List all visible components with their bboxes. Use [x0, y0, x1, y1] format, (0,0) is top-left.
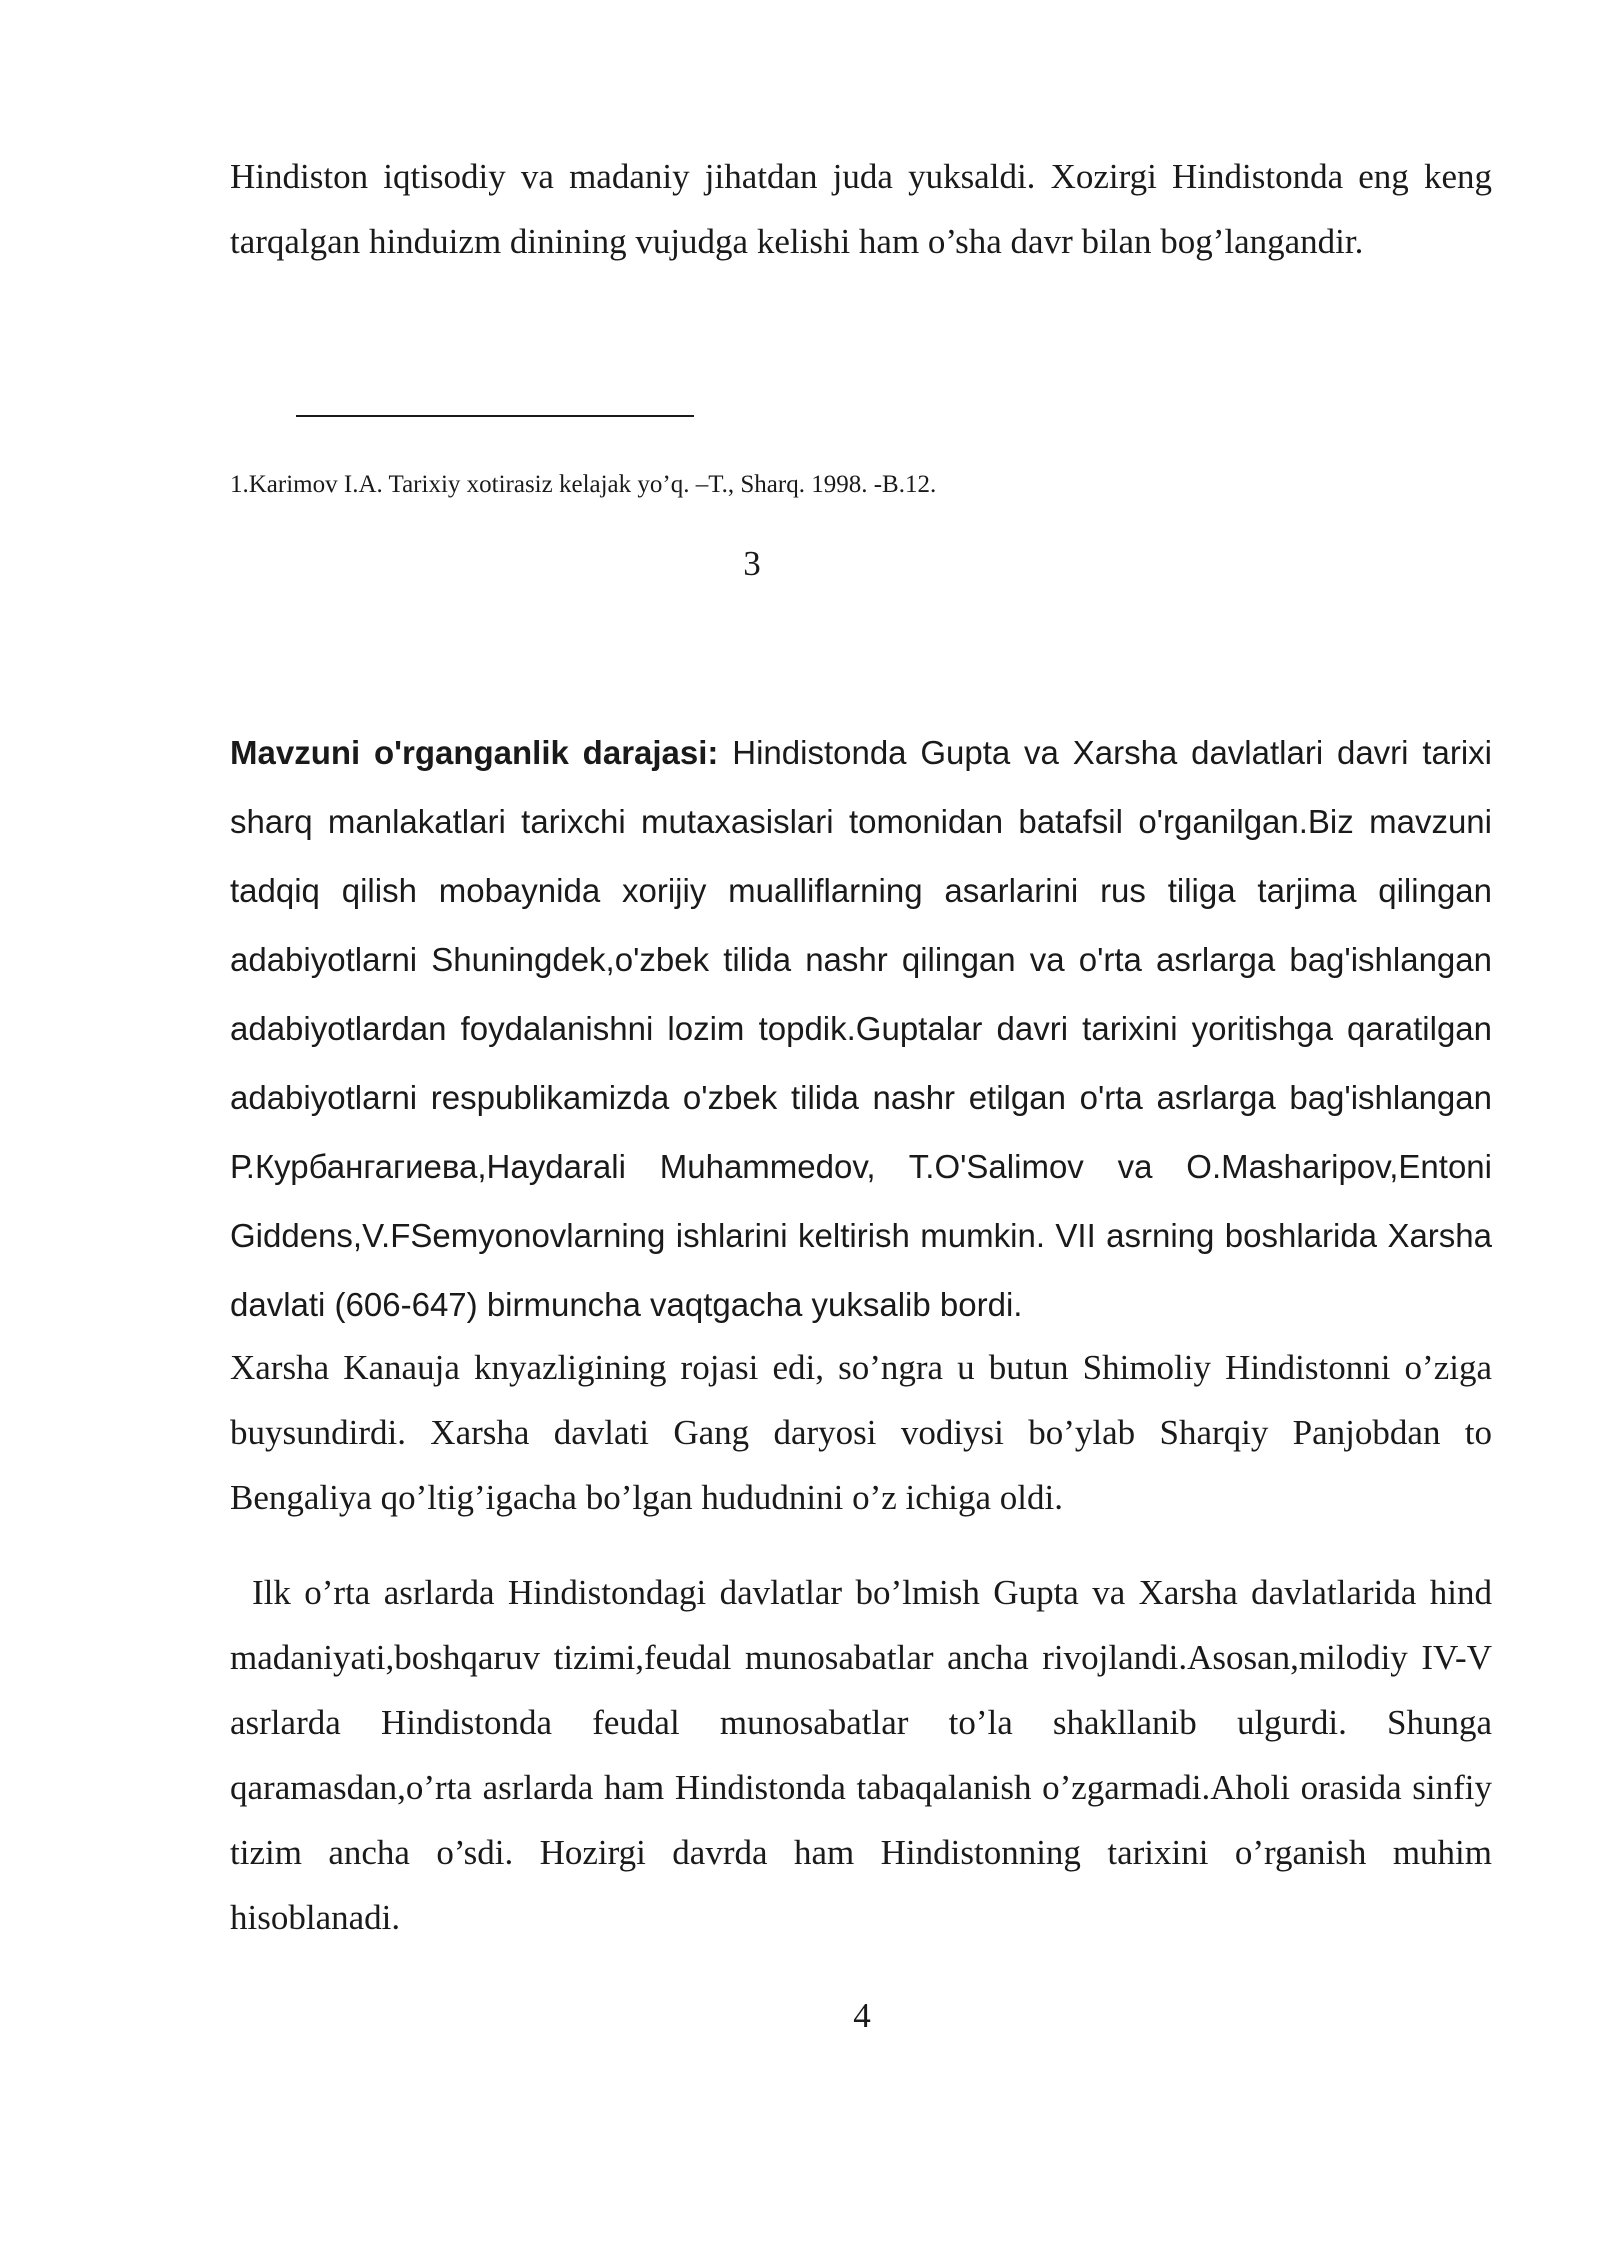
footnote: 1.Karimov I.A. Tarixiy xotirasiz kelajak yo’q. –T., Sharq. 1998. -B.12. [230, 471, 937, 498]
continuation-paragraph: Xarsha Kanauja knyazligining rojasi edi, so’ngra u butun Shimoliy Hindistonni o’ziga buysundirdi. Xarsha davlati Gang daryosi vodiysi bo’ylab Sharqiy Panjobdan to Bengaliya qo’ltig’igacha bo’lgan hududnini o’z ichiga oldi. [230, 1348, 1492, 1517]
section-body-text: Hindistonda Gupta va Xarsha davlatlari davri tarixi sharq manlakatlari tarixchi mutaxasislari tomonidan batafsil o'rganilgan.Biz mavzuni tadqiq qilish mobaynida xorijiy mualliflarning asarlarini rus tiliga tarjima qilingan adabiyotlarni Shuningdek,o'zbek tilida nashr qilingan va o'rta asrlarga bag'ishlangan adabiyotlardan foydalanishni lozim topdik.Guptalar davri tarixini yoritishga qaratilgan adabiyotlarni respublikamizda o'zbek tilida nashr etilgan o'rta asrlarga bag'ishlangan Р.Курбангагиева,Haydarali Muhammedov, T.O'Salimov va O.Masharipov,Entoni Giddens,V.FSemyonovlarning ishlarini keltirish mumkin. VII asrning boshlarida Xarsha davlati (606-647) birmuncha vaqtgacha yuksalib bordi. [230, 734, 1492, 1323]
page-number: 4 [853, 1996, 871, 2035]
page-top-paragraph [230, 144, 1492, 274]
final-paragraph [230, 1560, 1492, 1950]
study-level-paragraph [230, 718, 1492, 1339]
paragraph-text: Ilk o’rta asrlarda Hindistondagi davlatlar bo’lmish Gupta va Xarsha davlatlarida hind madaniyati,boshqaruv tizimi,feudal munosabatlar ancha rivojlandi.Asosan,milodiy IV-V asrlarda Hindistonda feudal munosabatlar to’la shakllanib ulgurdi. Shunga qaramasdan,o’rta asrlarda ham Hindistonda tabaqalanish o’zgarmadi.Aholi orasida sinfiy tizim ancha o’sdi. Hozirgi davrda ham Hindistonning tarixini o’rganish muhim hisoblanadi. [230, 1573, 1492, 1937]
study-level-section [230, 718, 1492, 1530]
page-number: 3 [743, 544, 761, 583]
footnote-separator [296, 415, 694, 417]
section-heading: Mavzuni o'rganganlik darajasi: [230, 734, 719, 771]
paragraph-text: Hindiston iqtisodiy va madaniy jihatdan juda yuksaldi. Xozirgi Hindistonda eng keng tarqalgan hinduizm dinining vujudga kelishi ham o’sha davr bilan bog’langandir. [230, 157, 1492, 261]
